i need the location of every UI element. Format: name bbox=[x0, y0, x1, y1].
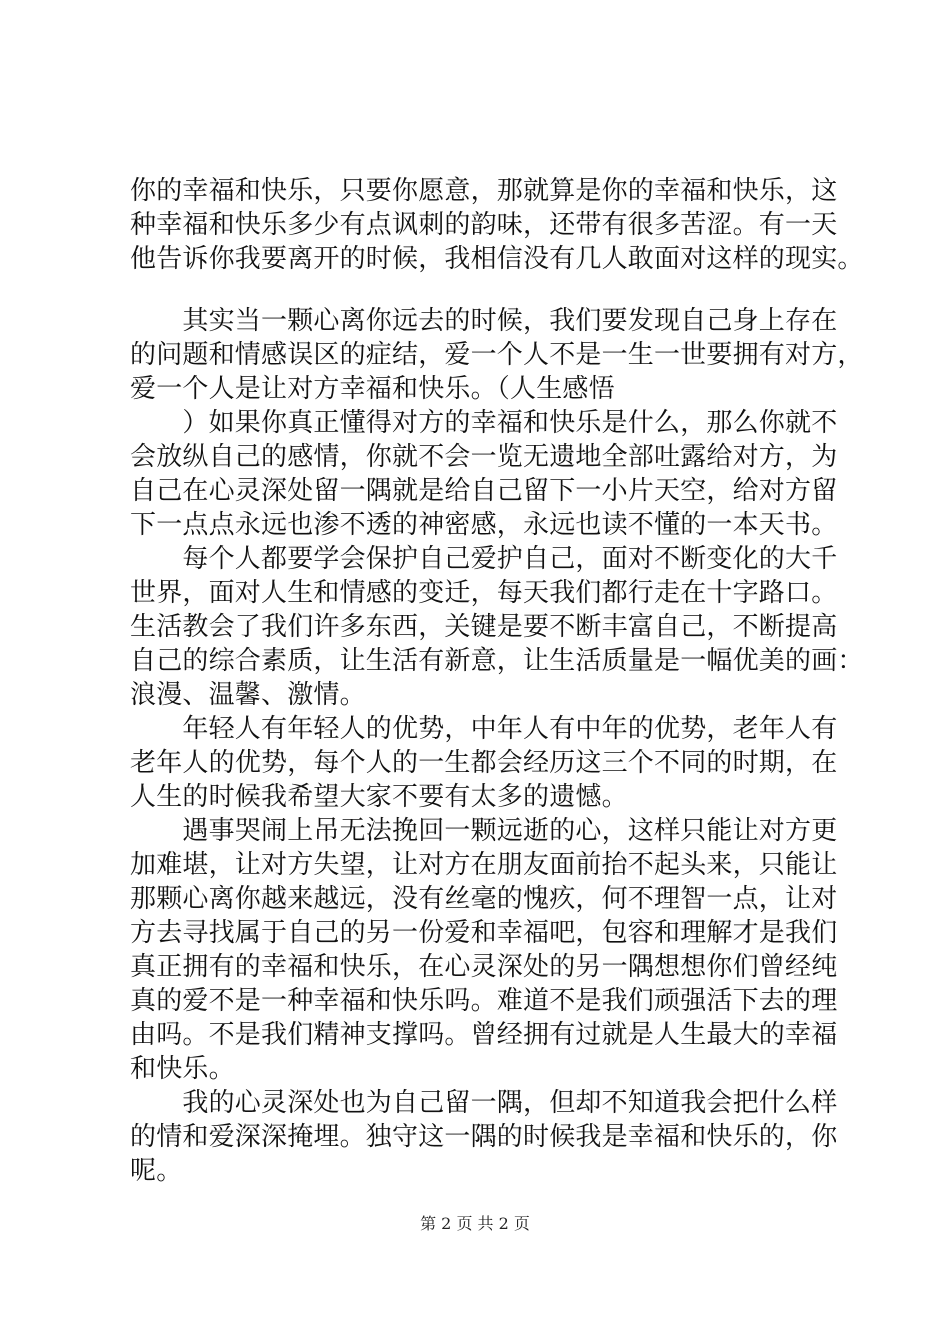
text-line: 呢。 bbox=[130, 1156, 183, 1186]
text-line: 我的心灵深处也为自己留一隅，但却不知道我会把什么样 bbox=[130, 1088, 838, 1118]
text-line: 方去寻找属于自己的另一份爱和幸福吧，包容和理解才是我们 bbox=[130, 918, 838, 948]
text-line: 加难堪，让对方失望，让对方在朋友面前抬不起头来，只能让 bbox=[130, 850, 838, 880]
text-line: 其实当一颗心离你远去的时候，我们要发现自己身上存在 bbox=[130, 306, 838, 336]
text-line: 会放纵自己的感情，你就不会一览无遗地全部吐露给对方，为 bbox=[130, 442, 838, 472]
text-line: 浪漫、温馨、激情。 bbox=[130, 680, 366, 710]
text-line: 自己的综合素质，让生活有新意，让生活质量是一幅优美的画： bbox=[130, 646, 864, 676]
text-line: 的问题和情感误区的症结，爱一个人不是一生一世要拥有对方， bbox=[130, 340, 864, 370]
text-line: 遇事哭闹上吊无法挽回一颗远逝的心，这样只能让对方更 bbox=[130, 816, 838, 846]
text-line: 你的幸福和快乐，只要你愿意，那就算是你的幸福和快乐，这 bbox=[130, 176, 838, 206]
text-line: 的情和爱深深掩埋。独守这一隅的时候我是幸福和快乐的，你 bbox=[130, 1122, 838, 1152]
text-line: 他告诉你我要离开的时候，我相信没有几人敢面对这样的现实。 bbox=[130, 244, 864, 274]
text-line: 人生的时候我希望大家不要有太多的遗憾。 bbox=[130, 782, 628, 812]
text-line: 和快乐。 bbox=[130, 1054, 235, 1084]
text-line: 每个人都要学会保护自己爱护自己，面对不断变化的大千 bbox=[130, 544, 838, 574]
text-line: 种幸福和快乐多少有点讽刺的韵味，还带有很多苦涩。有一天 bbox=[130, 210, 838, 240]
text-line: 那颗心离你越来越远，没有丝毫的愧疚，何不理智一点，让对 bbox=[130, 884, 838, 914]
text-line: 由吗。不是我们精神支撑吗。曾经拥有过就是人生最大的幸福 bbox=[130, 1020, 838, 1050]
text-line: 爱一个人是让对方幸福和快乐。（人生感悟 bbox=[130, 374, 615, 404]
text-line: 真正拥有的幸福和快乐，在心灵深处的另一隅想想你们曾经纯 bbox=[130, 952, 838, 982]
text-line: 老年人的优势，每个人的一生都会经历这三个不同的时期，在 bbox=[130, 748, 838, 778]
page-number-footer: 第 2 页 共 2 页 bbox=[420, 1214, 530, 1233]
text-line: 年轻人有年轻人的优势，中年人有中年的优势，老年人有 bbox=[130, 714, 838, 744]
text-line: ）如果你真正懂得对方的幸福和快乐是什么，那么你就不 bbox=[130, 408, 838, 438]
text-line: 世界，面对人生和情感的变迁，每天我们都行走在十字路口。 bbox=[130, 578, 838, 608]
text-line: 生活教会了我们许多东西，关键是要不断丰富自己，不断提高 bbox=[130, 612, 838, 642]
text-line: 下一点点永远也渗不透的神密感，永远也读不懂的一本天书。 bbox=[130, 510, 838, 540]
text-line: 真的爱不是一种幸福和快乐吗。难道不是我们顽强活下去的理 bbox=[130, 986, 838, 1016]
text-line: 自己在心灵深处留一隅就是给自己留下一小片天空，给对方留 bbox=[130, 476, 838, 506]
